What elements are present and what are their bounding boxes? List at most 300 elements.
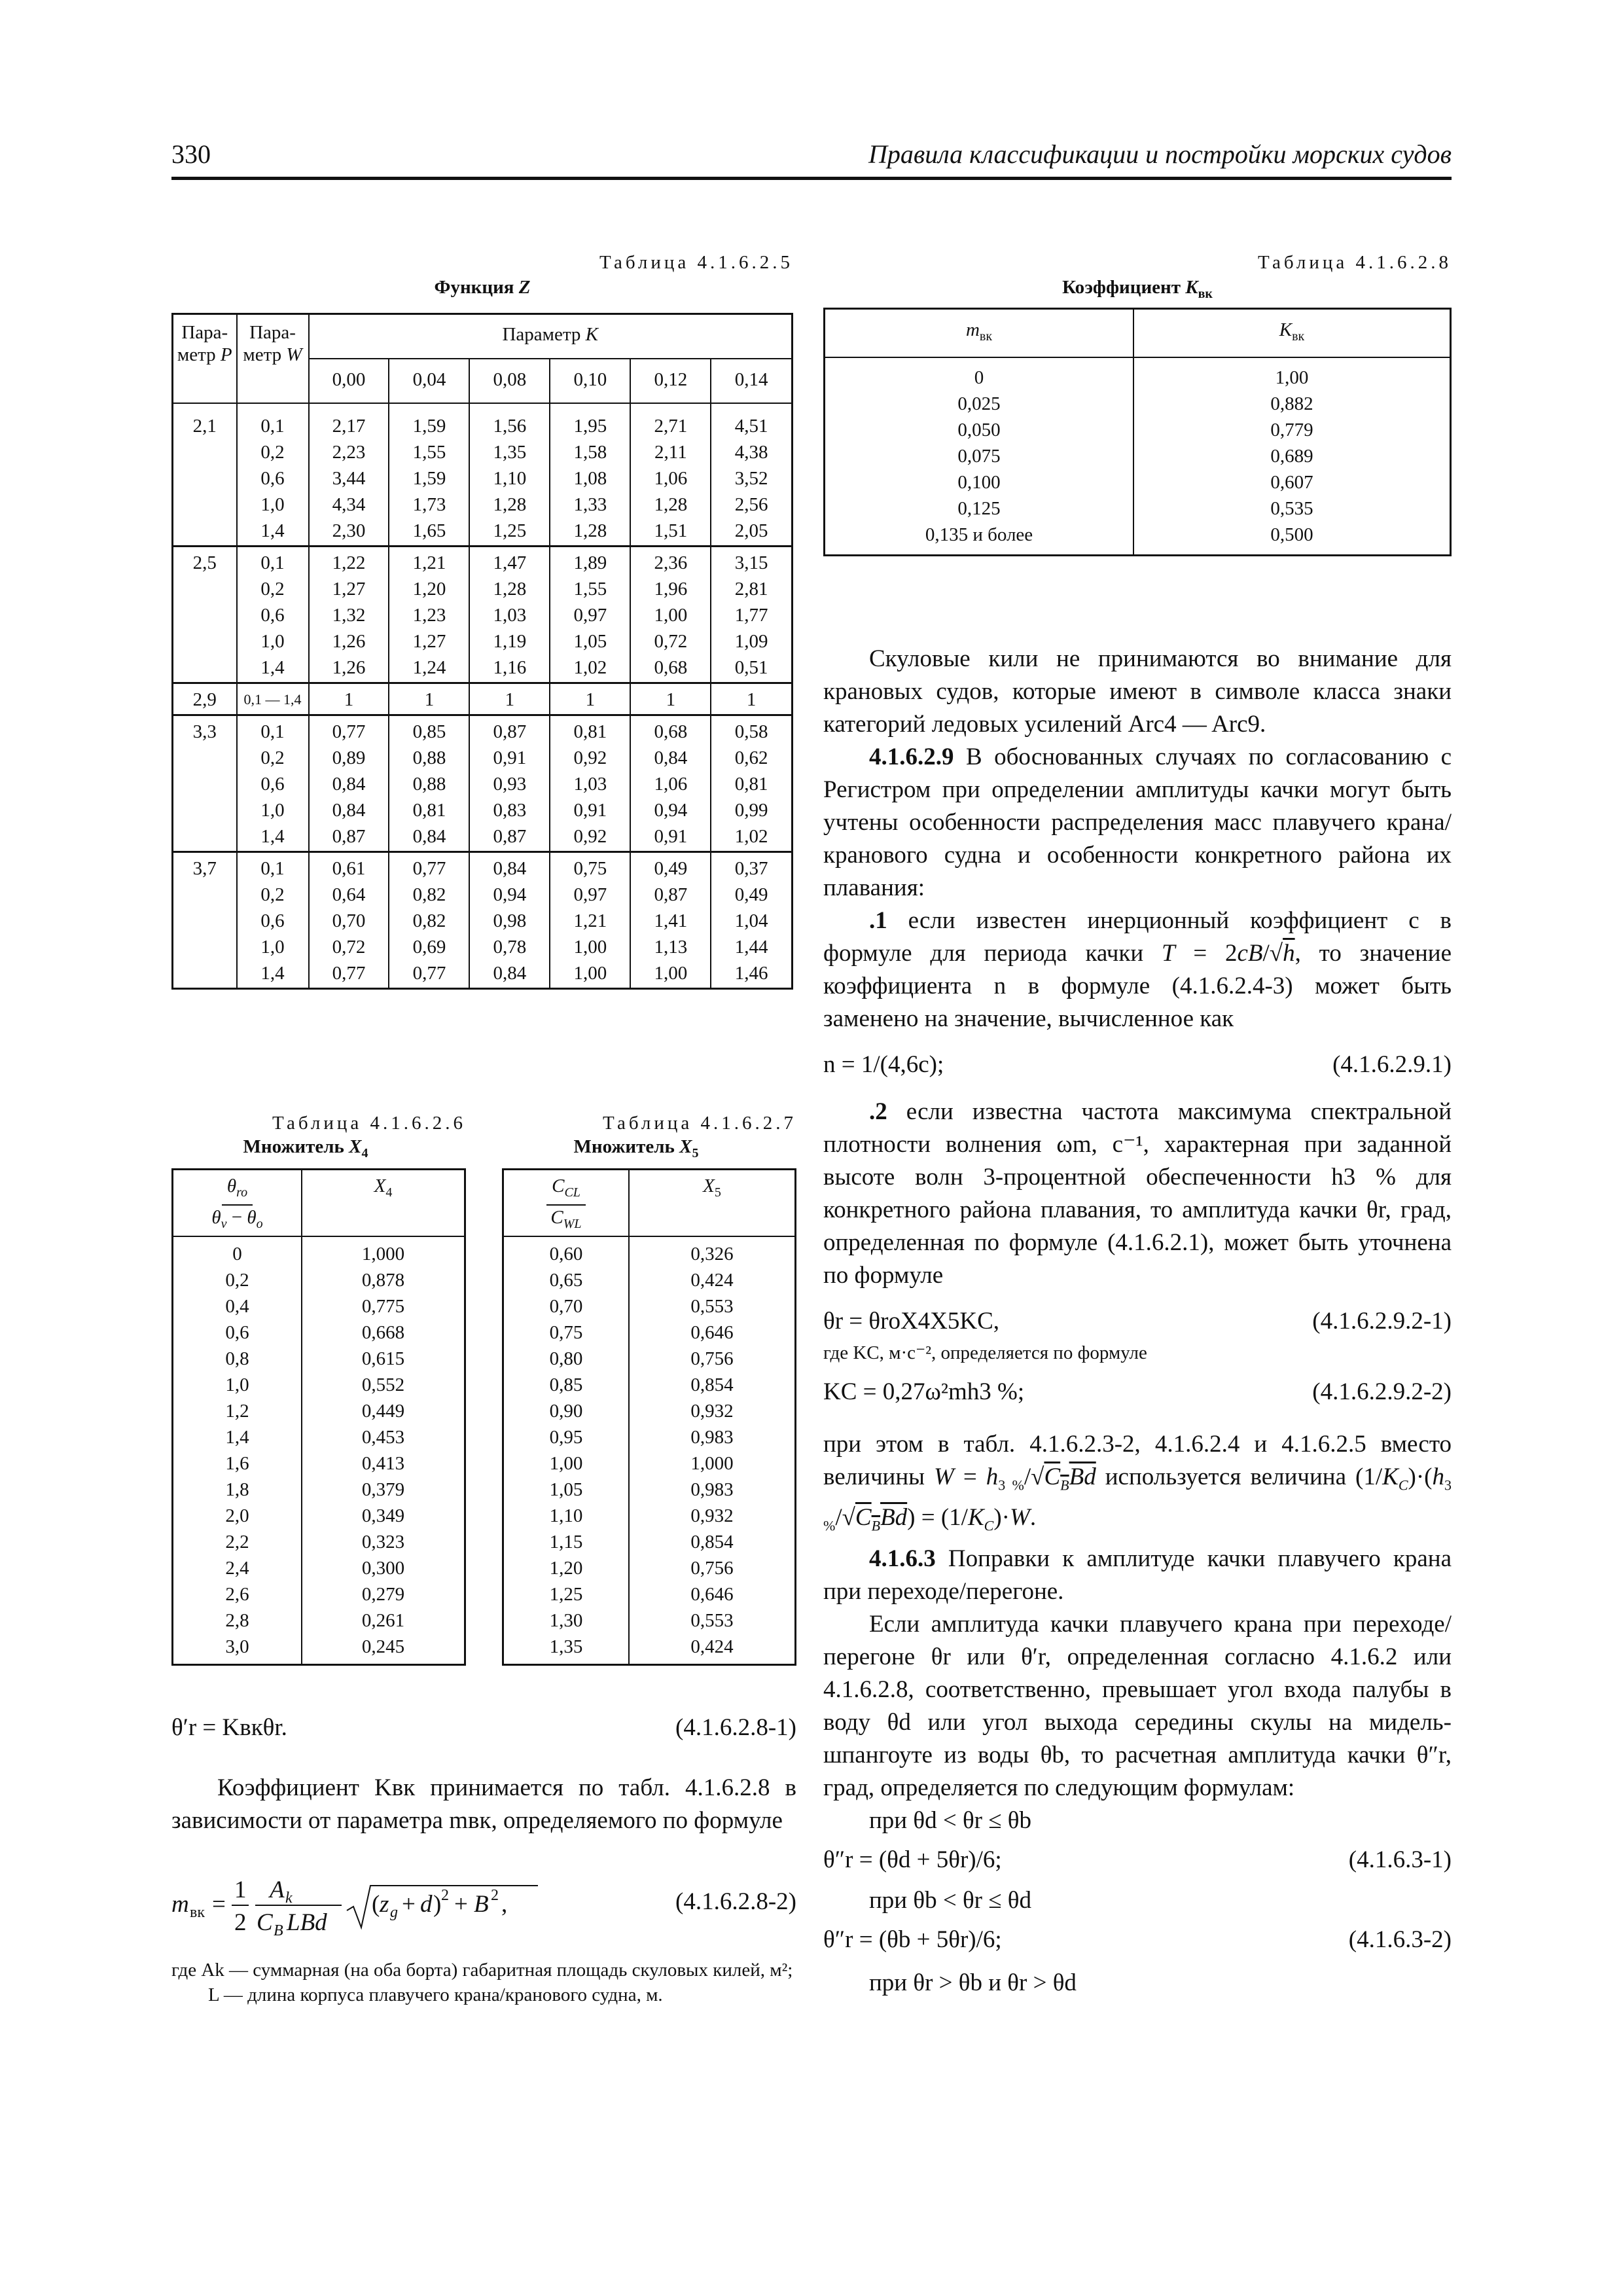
table-z-value: 0,61 — [332, 858, 366, 879]
table-z-value: 0,91 — [573, 800, 607, 821]
table-z-value: 0,89 — [332, 747, 366, 768]
table-z-value: 1,32 — [332, 605, 366, 626]
table-z-value-cell — [630, 852, 711, 989]
table-z-value: 0,97 — [573, 605, 607, 626]
table-z-value: 0,78 — [493, 937, 527, 958]
table-z-value: 1,41 — [654, 910, 688, 931]
table-x4-header-ratio: $\theta_{ro}$ $\theta_v - \theta_o$ — [173, 1170, 302, 1236]
table-z-value: 1,35 — [493, 442, 527, 463]
table-z-w-value: 1,4 — [260, 826, 285, 847]
table-x4-ratio-value: 2,6 — [225, 1583, 249, 1605]
table-z-value: 2,81 — [734, 579, 768, 600]
table-z-value: 0,83 — [493, 800, 527, 821]
paragraph-item-2: .2 если известна частота максимума спектральной плотности волнения ωm, с⁻¹, характерная при заданной высоте волн 3-процентной обеспеченности h3 % для конкретного района плавания, то амплитуда качки θr, град, определенная по формуле (4.1.6.2.1), может быть уточнена по формуле — [823, 1098, 1452, 1289]
table-z-value: 0,84 — [332, 800, 366, 821]
table-x5-x-value: 0,932 — [690, 1505, 734, 1526]
table-z-value: 1,55 — [573, 579, 607, 600]
table-x5-x-value: 0,646 — [690, 1583, 734, 1605]
svg-text:2: 2 — [441, 1887, 449, 1904]
table-z-value-cell — [711, 852, 792, 989]
table-z-value: 1 — [746, 689, 757, 710]
svg-text:+: + — [402, 1891, 416, 1918]
table-x4-x-value: 0,300 — [361, 1557, 405, 1579]
table-x4-x-value: 0,323 — [361, 1531, 405, 1552]
formula-text: n = 1/(4,6c); — [823, 1051, 944, 1078]
table-z-value: 1,00 — [573, 937, 607, 958]
table-x5-c-value: 1,05 — [549, 1479, 583, 1500]
svg-text:d: d — [420, 1891, 433, 1918]
table-kvk-m-value: 0,025 — [957, 393, 1001, 414]
table-z-k-value: 0,08 — [469, 359, 550, 403]
svg-text:k: k — [285, 1890, 293, 1907]
table-x5-x-value: 0,854 — [690, 1374, 734, 1395]
table-x4-x-value: 0,668 — [361, 1321, 405, 1343]
table-z-value: 1,46 — [734, 963, 768, 984]
table-kvk — [823, 308, 1452, 556]
paragraph-amplitude: Если амплитуда качки плавучего крана при переходе/перегоне θr или θ′r, определенная согласно 4.1.6.2 или 4.1.6.2.8, соответственно, превышает угол входа палубы в воду θd или угол выхода середины скулы на мидель-шпангоуте из воды θb, то расчетная амплитуда качки θ″r, град, определяется по следующим формулам: — [823, 1610, 1452, 1801]
table-z-value-cell — [630, 683, 711, 715]
table-x4-x-value: 0,413 — [361, 1452, 405, 1474]
table-z-w-value: 0,6 — [260, 468, 285, 489]
formula-4-1-6-2-8-1 — [171, 1712, 796, 1746]
table-z-value: 1,27 — [332, 579, 366, 600]
table-z-value: 1,05 — [573, 631, 607, 652]
table-z-caption: Таблица 4.1.6.2.5 — [599, 252, 793, 273]
condition-1: при θd < θr ≤ θb — [869, 1806, 1032, 1834]
table-z-value: 0,82 — [412, 884, 446, 905]
table-z-value-cell — [711, 403, 792, 547]
table-z-value: 2,36 — [654, 552, 688, 573]
table-z-w-value: 0,1 — [260, 858, 285, 879]
table-kvk-m-value: 0,100 — [957, 471, 1001, 493]
table-z-k-value: 0,14 — [711, 359, 792, 403]
table-z-value: 1,73 — [412, 494, 446, 515]
table-x4-ratio-value: 2,0 — [225, 1505, 249, 1526]
table-x4-x-value: 0,453 — [361, 1426, 405, 1448]
table-kvk-m-value: 0 — [974, 367, 984, 388]
table-z-value: 1,56 — [493, 416, 527, 437]
table-x4 — [171, 1168, 466, 1666]
table-x4-ratio-value: 0 — [232, 1243, 242, 1265]
table-z-value-cell — [469, 683, 550, 715]
table-z-value: 0,81 — [734, 774, 768, 795]
table-z-value: 4,34 — [332, 494, 366, 515]
table-z-value-cell — [550, 403, 630, 547]
table-z-value: 1,95 — [573, 416, 607, 437]
table-z-value: 2,23 — [332, 442, 366, 463]
svg-text:): ) — [433, 1891, 442, 1918]
table-z-value: 1,59 — [412, 468, 446, 489]
table-z-name: Функция Z — [434, 277, 531, 298]
table-x4-x-value: 0,349 — [361, 1505, 405, 1526]
table-z-value: 0,49 — [654, 858, 688, 879]
table-kvk-m-value: 0,135 и более — [925, 524, 1033, 545]
table-z-w-value: 0,1 — [260, 552, 285, 573]
table-x5-c-value: 0,70 — [549, 1295, 583, 1317]
table-z-value: 0,88 — [412, 774, 446, 795]
table-z-group — [173, 403, 793, 547]
formula-4-1-6-3-2 — [823, 1924, 1452, 1958]
table-z-w-value: 1,0 — [260, 494, 285, 515]
table-z-group — [173, 715, 793, 852]
table-z-w-cell — [237, 547, 309, 683]
table-z-p-value: 3,3 — [173, 715, 237, 852]
formula-4-1-6-2-8-2 — [171, 1863, 796, 1939]
running-title: Правила классификации и постройки морских судов — [868, 139, 1452, 169]
table-z-value: 0,87 — [493, 721, 527, 742]
where-ak: где Ak — суммарная (на оба борта) габаритная площадь скуловых килей, м²; — [171, 1960, 793, 1981]
table-z-value: 1,26 — [332, 657, 366, 678]
table-z-k-value: 0,04 — [389, 359, 469, 403]
formula-text: θ″r = (θb + 5θr)/6; — [823, 1926, 1002, 1953]
svg-text:=: = — [212, 1891, 226, 1918]
table-z-w-cell — [237, 715, 309, 852]
paragraph-kvk: Коэффициент Kвк принимается по табл. 4.1.6.2.8 в зависимости от параметра mвк, определяемого по формуле — [171, 1774, 796, 1834]
table-kvk-m-value: 0,050 — [957, 419, 1001, 440]
table-z-value: 0,64 — [332, 884, 366, 905]
table-z-value: 0,92 — [573, 826, 607, 847]
formula-text: θr = θroX4X5KC, — [823, 1308, 1000, 1335]
svg-text:2: 2 — [491, 1887, 499, 1904]
table-x5-x-value: 0,326 — [690, 1243, 734, 1265]
table-z-value: 0,82 — [412, 910, 446, 931]
table-x5-x-value: 0,983 — [690, 1479, 734, 1500]
table-z-value-cell — [550, 715, 630, 852]
table-z-value: 0,68 — [654, 721, 688, 742]
table-z-value-cell — [469, 547, 550, 683]
table-z-value: 0,98 — [493, 910, 527, 931]
table-z-value: 0,49 — [734, 884, 768, 905]
table-z-p-value: 2,9 — [173, 683, 237, 715]
formula-4-1-6-3-1 — [823, 1844, 1452, 1878]
table-z-value: 1,58 — [573, 442, 607, 463]
formula-number: (4.1.6.2.9.2-1) — [1312, 1308, 1452, 1335]
table-z-value: 1,10 — [493, 468, 527, 489]
table-z-value-cell — [309, 683, 389, 715]
table-z-value: 0,84 — [332, 774, 366, 795]
table-x4-caption: Таблица 4.1.6.2.6 — [272, 1113, 466, 1134]
formula-number: (4.1.6.2.8-1) — [675, 1714, 796, 1741]
table-z-w-value: 0,2 — [260, 442, 285, 463]
table-z-w-value: 0,1 — [260, 416, 285, 437]
table-z-value: 1,21 — [573, 910, 607, 931]
table-z-value: 4,51 — [734, 416, 768, 437]
svg-text:2: 2 — [234, 1909, 247, 1936]
table-x5-x-value: 0,424 — [690, 1636, 734, 1657]
table-z-value: 2,56 — [734, 494, 768, 515]
table-z-value: 1,08 — [573, 468, 607, 489]
table-z-value: 0,77 — [332, 963, 366, 984]
table-x4-ratio-value: 2,2 — [225, 1531, 249, 1552]
table-z-value-cell — [711, 683, 792, 715]
table-z-w-cell — [237, 683, 309, 715]
table-z-value: 0,51 — [734, 657, 768, 678]
table-z-value-cell — [711, 715, 792, 852]
table-x4-ratio-value: 1,2 — [225, 1400, 249, 1422]
table-z-value: 1,16 — [493, 657, 527, 678]
table-x5-c-value: 0,90 — [549, 1400, 583, 1422]
table-z-value: 1,25 — [493, 520, 527, 541]
table-z-value: 0,84 — [412, 826, 446, 847]
table-x5-x-value: 0,424 — [690, 1269, 734, 1291]
table-z-value-cell — [469, 715, 550, 852]
table-z-value-cell — [389, 403, 469, 547]
svg-text:B: B — [474, 1891, 489, 1918]
table-x5-c-value: 1,10 — [549, 1505, 583, 1526]
table-z-value: 1,20 — [412, 579, 446, 600]
table-z-value: 0,91 — [654, 826, 688, 847]
table-z-value: 0,69 — [412, 937, 446, 958]
formula-4-1-6-2-9-1 — [823, 1049, 1452, 1083]
table-z-value: 1 — [585, 689, 596, 710]
formula-number: (4.1.6.2.9.2-2) — [1312, 1378, 1452, 1405]
table-x4-x-value: 0,245 — [361, 1636, 405, 1657]
table-x5-x-value: 0,983 — [690, 1426, 734, 1448]
table-x4-x-value: 0,279 — [361, 1583, 405, 1605]
table-z-value: 0,84 — [493, 963, 527, 984]
table-z-value: 0,84 — [654, 747, 688, 768]
table-kvk-m-column — [825, 357, 1134, 556]
table-z-value-cell — [309, 715, 389, 852]
table-z-value: 0,87 — [332, 826, 366, 847]
formula-mvk — [171, 1871, 577, 1946]
table-z-value-cell — [469, 852, 550, 989]
table-z — [171, 313, 793, 990]
table-z-w-value: 0,1 — 1,4 — [243, 691, 302, 708]
table-x4-header-x: $X_4$ — [302, 1170, 465, 1236]
table-kvk-m-value: 0,075 — [957, 445, 1001, 467]
table-z-value: 0,97 — [573, 884, 607, 905]
table-z-value: 2,71 — [654, 416, 688, 437]
table-z-w-value: 1,4 — [260, 520, 285, 541]
table-z-w-value: 0,6 — [260, 910, 285, 931]
table-x5-c-value: 0,60 — [549, 1243, 583, 1265]
table-x4-ratio-value: 1,0 — [225, 1374, 249, 1395]
table-z-group — [173, 547, 793, 683]
svg-text:B: B — [274, 1922, 283, 1939]
formula-number: (4.1.6.2.8-2) — [675, 1888, 796, 1915]
table-z-value-cell — [389, 852, 469, 989]
formula-4-1-6-2-9-2-1 — [823, 1305, 1452, 1339]
table-z-value: 1,02 — [573, 657, 607, 678]
table-z-value: 0,88 — [412, 747, 446, 768]
header-rule — [171, 177, 1452, 180]
table-z-value: 1,28 — [573, 520, 607, 541]
table-x4-ratio-value: 3,0 — [225, 1636, 249, 1657]
table-z-value: 1,28 — [654, 494, 688, 515]
table-kvk-k-column — [1133, 357, 1451, 556]
formula-number: (4.1.6.3-2) — [1348, 1926, 1452, 1953]
table-x5-caption: Таблица 4.1.6.2.7 — [602, 1113, 796, 1134]
table-z-value-cell — [550, 852, 630, 989]
table-x5-x-value: 0,756 — [690, 1348, 734, 1369]
table-z-value: 1,06 — [654, 774, 688, 795]
table-z-value-cell — [630, 715, 711, 852]
table-z-value-cell — [389, 683, 469, 715]
table-x5-c-value: 1,25 — [549, 1583, 583, 1605]
table-z-value: 0,85 — [412, 721, 446, 742]
formula-text: θ′r = Kвкθr. — [171, 1714, 287, 1741]
table-z-value-cell — [630, 403, 711, 547]
table-z-w-value: 0,6 — [260, 605, 285, 626]
table-z-value: 1,06 — [654, 468, 688, 489]
where-l: L — длина корпуса плавучего крана/кранового судна, м. — [208, 1984, 663, 2005]
table-kvk-k-value: 1,00 — [1275, 367, 1309, 388]
table-z-w-value: 0,2 — [260, 579, 285, 600]
table-x5-c-value: 1,20 — [549, 1557, 583, 1579]
paragraph-4-1-6-3: 4.1.6.3 Поправки к амплитуде качки плавучего крана при переходе/перегоне. — [823, 1545, 1452, 1605]
table-z-value: 0,72 — [654, 631, 688, 652]
table-x4-x-column — [302, 1236, 465, 1665]
table-x4-x-value: 0,261 — [361, 1609, 405, 1631]
table-z-value: 1 — [666, 689, 676, 710]
table-z-value: 3,44 — [332, 468, 366, 489]
table-x5-c-value: 1,00 — [549, 1452, 583, 1474]
svg-text:,: , — [501, 1891, 508, 1918]
table-x4-ratio-value: 0,2 — [225, 1269, 249, 1291]
table-z-group — [173, 683, 793, 715]
table-z-value: 0,92 — [573, 747, 607, 768]
table-x5-c-value: 1,35 — [549, 1636, 583, 1657]
table-z-value: 0,75 — [573, 858, 607, 879]
table-z-value: 4,38 — [734, 442, 768, 463]
svg-text:A: A — [270, 1876, 285, 1903]
formula-text: KC = 0,27ω²mh3 %; — [823, 1378, 1025, 1405]
table-x5 — [502, 1168, 796, 1666]
table-x5-x-value: 0,756 — [690, 1557, 734, 1579]
table-kvk-k-value: 0,779 — [1270, 419, 1313, 440]
table-kvk-header-k: $K_{вк}$ — [1133, 309, 1451, 357]
table-z-w-value: 0,2 — [260, 747, 285, 768]
table-z-value: 1,21 — [412, 552, 446, 573]
right-column-text — [823, 643, 1452, 2000]
table-x4-x-value: 1,000 — [361, 1243, 405, 1265]
table-z-value-cell — [550, 683, 630, 715]
table-z-value: 1,77 — [734, 605, 768, 626]
table-z-value-cell — [309, 403, 389, 547]
table-z-value: 1,03 — [573, 774, 607, 795]
table-x4-ratio-value: 1,8 — [225, 1479, 249, 1500]
table-z-value: 1,09 — [734, 631, 768, 652]
table-x5-header-ratio: $C_{CL}$ $C_{WL}$ — [503, 1170, 630, 1236]
table-z-value: 2,05 — [734, 520, 768, 541]
table-x4-ratio-value: 2,8 — [225, 1609, 249, 1631]
table-x5-c-value: 0,65 — [549, 1269, 583, 1291]
table-x4-x-value: 0,775 — [361, 1295, 405, 1317]
paragraph-4-1-6-2-9: 4.1.6.2.9 В обоснованных случаях по согласованию с Регистром при определении амплитуды качки могут быть учтены особенности распределения масс плавучего крана/кранового судна и особенности конкретного района их плавания: — [823, 744, 1452, 901]
table-z-value: 1,96 — [654, 579, 688, 600]
table-x5-c-value: 1,15 — [549, 1531, 583, 1552]
table-z-value: 1,26 — [332, 631, 366, 652]
table-z-value-cell — [309, 547, 389, 683]
table-x4-x-value: 0,449 — [361, 1400, 405, 1422]
table-z-value-cell — [309, 852, 389, 989]
table-z-value: 1,89 — [573, 552, 607, 573]
table-z-value: 1,04 — [734, 910, 768, 931]
table-z-value: 1,51 — [654, 520, 688, 541]
table-z-group — [173, 852, 793, 989]
table-z-value: 1,47 — [493, 552, 527, 573]
page-number: 330 — [171, 139, 211, 169]
table-z-value: 1,44 — [734, 937, 768, 958]
table-z-value: 2,30 — [332, 520, 366, 541]
table-x4-ratio-value: 1,6 — [225, 1452, 249, 1474]
table-z-k-value: 0,10 — [550, 359, 630, 403]
formula-text: θ″r = (θd + 5θr)/6; — [823, 1846, 1002, 1873]
svg-text:LBd: LBd — [287, 1909, 327, 1936]
table-x4-ratio-value: 1,4 — [225, 1426, 249, 1448]
table-z-value: 0,87 — [654, 884, 688, 905]
table-kvk-m-value: 0,125 — [957, 497, 1001, 519]
table-z-value: 1,02 — [734, 826, 768, 847]
table-z-p-value: 2,1 — [192, 416, 217, 437]
table-z-value: 1,03 — [493, 605, 527, 626]
table-z-value: 1,59 — [412, 416, 446, 437]
table-z-value: 0,84 — [493, 858, 527, 879]
table-z-header-w: Пара- метр W — [237, 314, 309, 404]
table-x5-x-value: 0,854 — [690, 1531, 734, 1552]
table-x5-x-value: 0,646 — [690, 1321, 734, 1343]
table-x4-x-value: 0,878 — [361, 1269, 405, 1291]
table-kvk-k-value: 0,500 — [1270, 524, 1313, 545]
formula-number: (4.1.6.2.9.1) — [1332, 1051, 1452, 1078]
table-z-w-value: 1,0 — [260, 937, 285, 958]
table-z-value: 0,94 — [493, 884, 527, 905]
table-z-value: 1,23 — [412, 605, 446, 626]
table-z-value: 0,72 — [332, 937, 366, 958]
table-z-value: 0,77 — [332, 721, 366, 742]
table-x5-x-value: 1,000 — [690, 1452, 734, 1474]
svg-text:(: ( — [372, 1891, 380, 1918]
svg-text:z: z — [380, 1891, 389, 1918]
table-kvk-k-value: 0,535 — [1270, 497, 1313, 519]
table-kvk-name: Коэффициент $K_{вк}$ — [1062, 277, 1213, 301]
table-z-value: 1 — [344, 689, 354, 710]
table-z-value: 0,77 — [412, 963, 446, 984]
table-z-value-cell — [711, 547, 792, 683]
table-x4-x-value: 0,615 — [361, 1348, 405, 1369]
table-x4-ratio-column — [173, 1236, 302, 1665]
table-z-value: 1,55 — [412, 442, 446, 463]
table-x5-c-value: 1,30 — [549, 1609, 583, 1631]
table-z-value: 0,37 — [734, 858, 768, 879]
table-z-value: 1,13 — [654, 937, 688, 958]
table-z-value: 0,62 — [734, 747, 768, 768]
table-z-value: 1 — [505, 689, 515, 710]
table-z-w-value: 1,0 — [260, 800, 285, 821]
table-x5-c-value: 0,95 — [549, 1426, 583, 1448]
table-z-value: 1,65 — [412, 520, 446, 541]
table-kvk-caption: Таблица 4.1.6.2.8 — [1257, 252, 1452, 273]
table-x4-name: Множитель $X_4$ — [243, 1136, 368, 1160]
table-z-w-value: 0,1 — [260, 721, 285, 742]
table-z-header-k: Параметр K — [309, 314, 793, 359]
table-z-w-value: 1,4 — [260, 963, 285, 984]
table-z-value: 3,52 — [734, 468, 768, 489]
left-column-text — [171, 1712, 796, 2007]
svg-text:вк: вк — [190, 1904, 205, 1921]
condition-3: при θr > θb и θr > θd — [869, 1969, 1077, 1996]
table-z-value: 1,24 — [412, 657, 446, 678]
table-z-w-cell — [237, 852, 309, 989]
table-z-value: 1 — [424, 689, 435, 710]
table-z-value: 0,91 — [493, 747, 527, 768]
table-x5-x-column — [629, 1236, 796, 1665]
table-z-w-value: 1,0 — [260, 631, 285, 652]
paragraph-note: при этом в табл. 4.1.6.2.3-2, 4.1.6.2.4 и 4.1.6.2.5 вместо величины $W = h_{3 \%}/√C_BBd$ используется величина $(1/K_C)\cdot(h_{3 \%}/√C_BBd) = (1/K_C)\cdot W$. — [823, 1431, 1452, 1534]
table-z-value: 1,28 — [493, 494, 527, 515]
table-z-value-cell — [389, 547, 469, 683]
